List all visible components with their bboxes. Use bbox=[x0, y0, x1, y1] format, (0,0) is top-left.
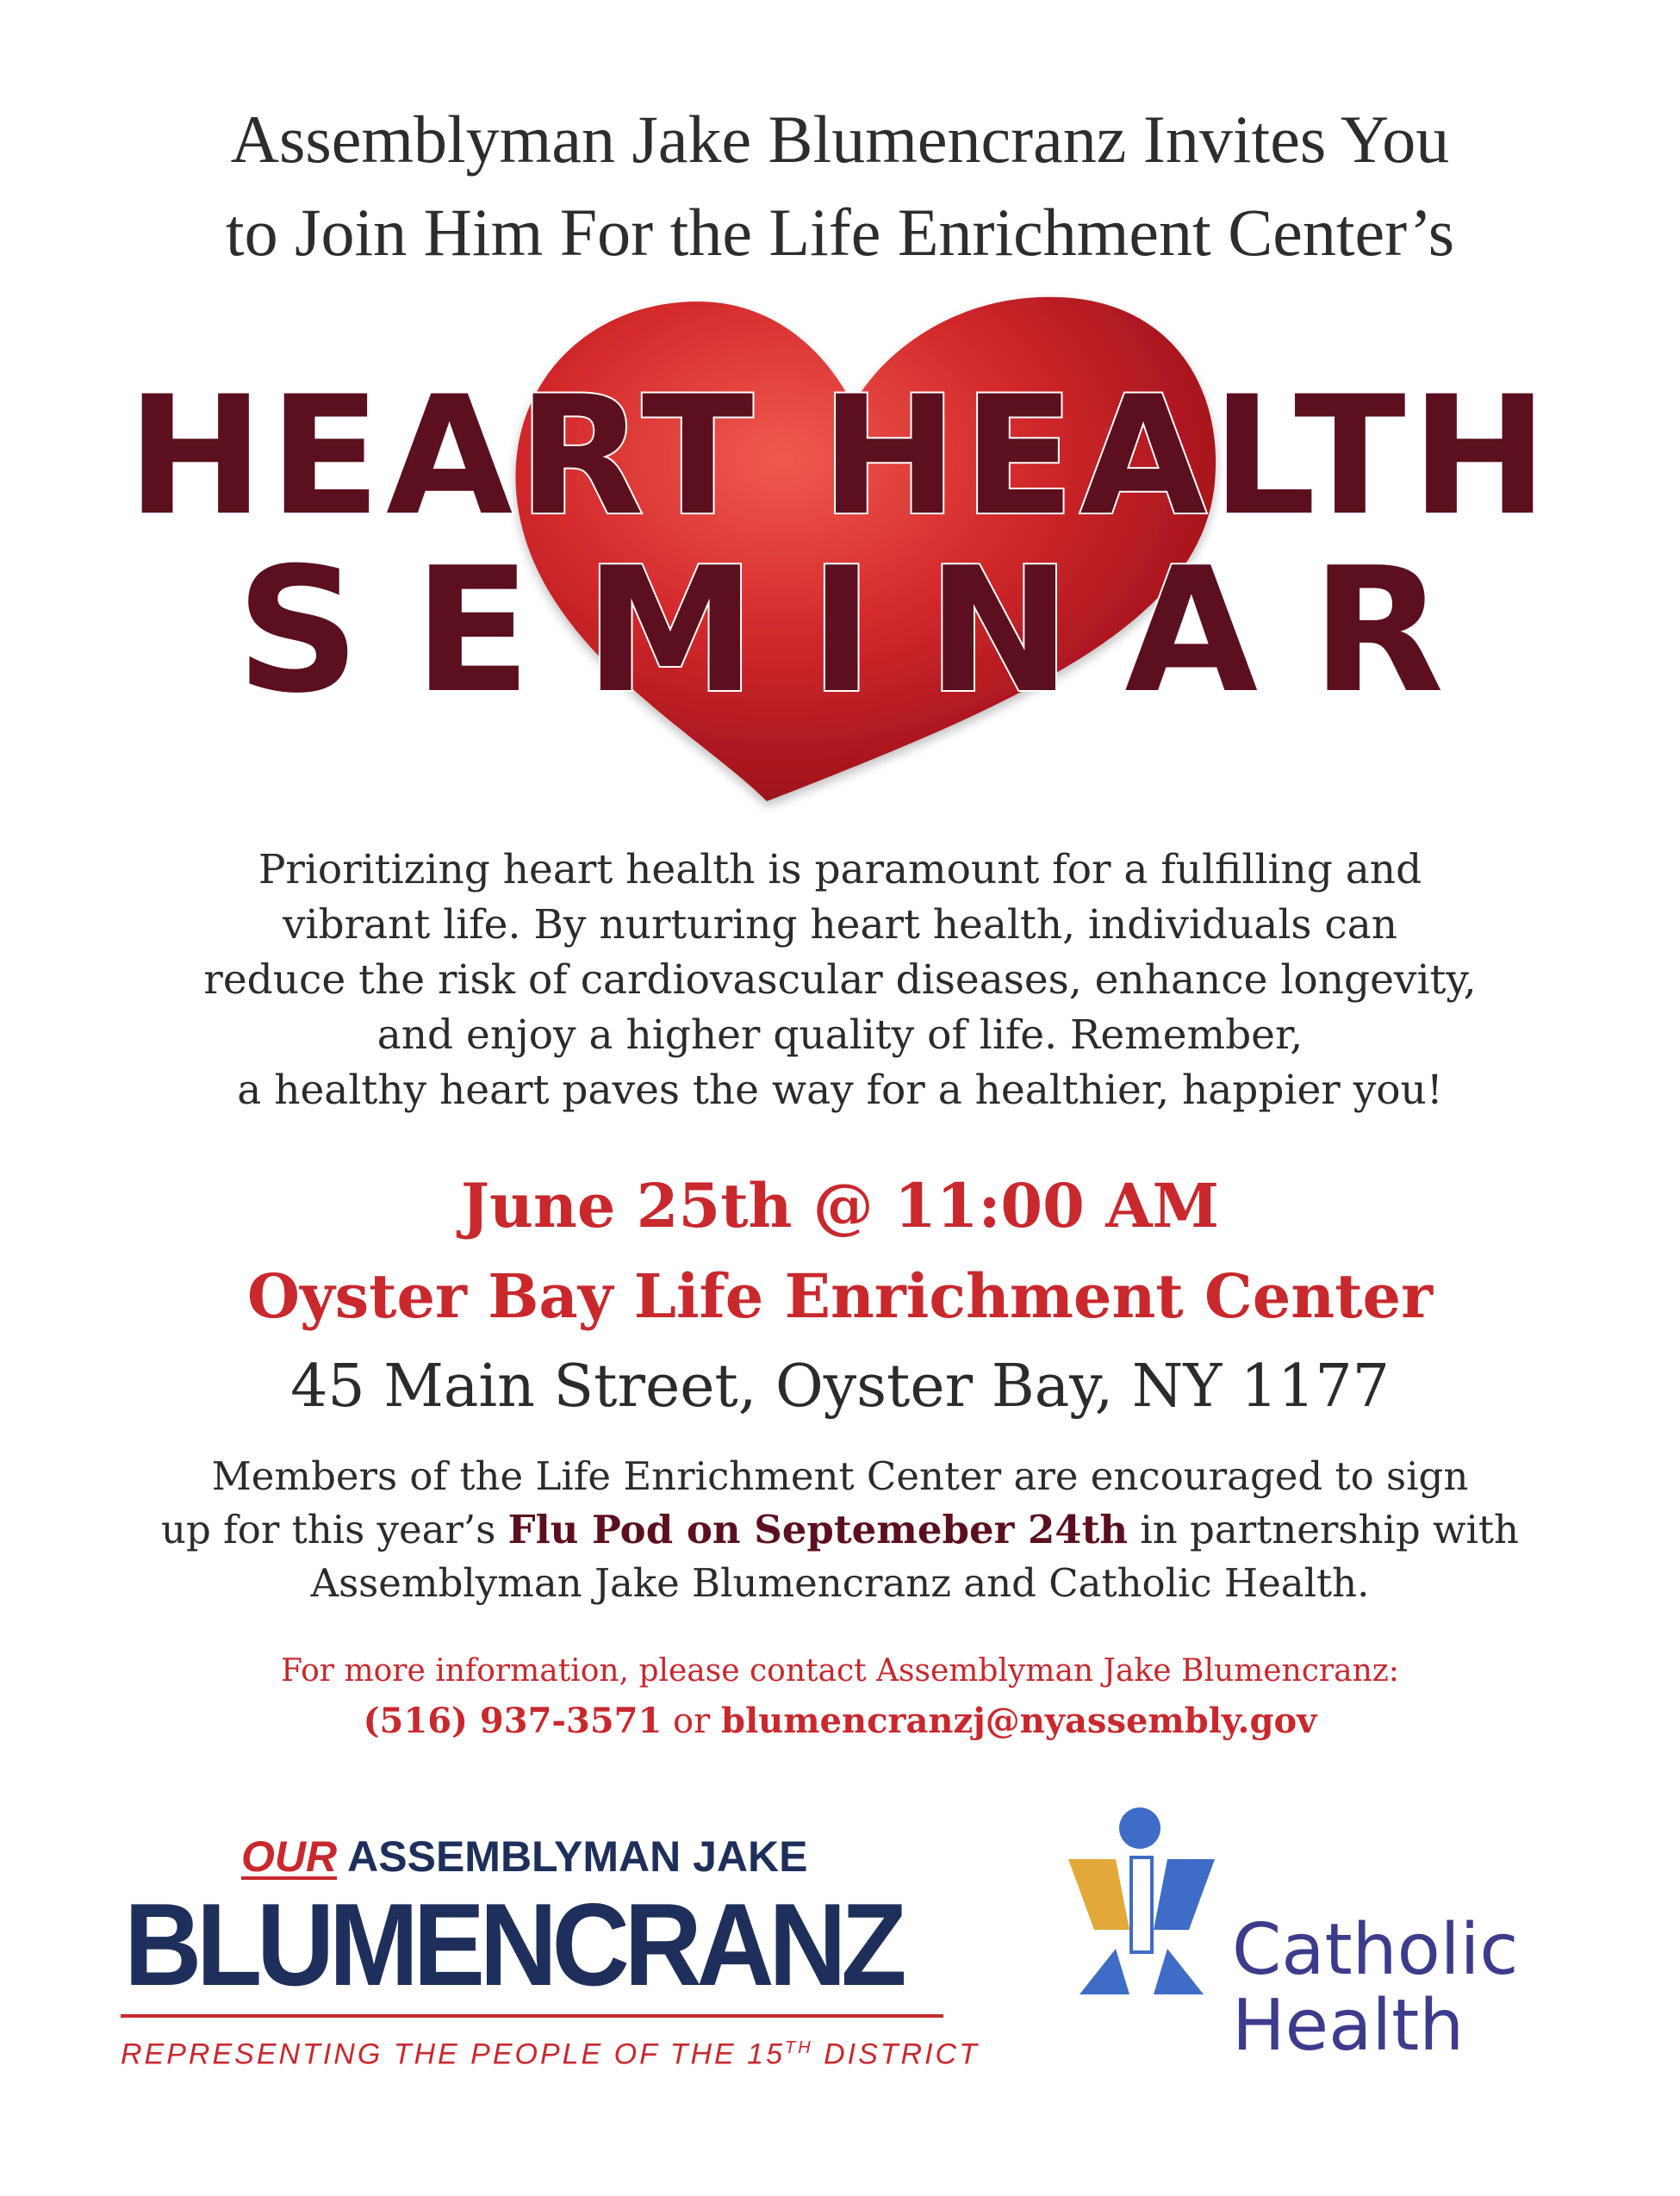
contact-or: or bbox=[662, 1701, 721, 1741]
catholic-health-line-1: Catholic bbox=[1232, 1909, 1519, 1991]
catholic-health-line-2: Health bbox=[1232, 1985, 1465, 2067]
members-line-1: Members of the Life Enrichment Center are encouraged to sign bbox=[211, 1453, 1469, 1499]
contact-phone[interactable]: (516) 937-3571 bbox=[363, 1701, 663, 1741]
description-line: Prioritizing heart health is paramount for a fulfilling and bbox=[258, 846, 1422, 893]
members-line-2-pre: up for this year’s bbox=[161, 1507, 508, 1552]
contact-details bbox=[0, 1695, 1680, 1747]
seminar-title-line-1: HEART HEALTH bbox=[127, 361, 1553, 551]
members-line-2-post: in partnership with bbox=[1128, 1507, 1519, 1552]
invitation-line-1: Assemblyman Jake Blumencranz Invites You bbox=[230, 102, 1450, 177]
contact-email-link[interactable]: blumencranzj@nyassembly.gov bbox=[720, 1701, 1317, 1741]
description-line: vibrant life. By nurturing heart health, individuals can bbox=[282, 901, 1398, 949]
description-line: and enjoy a higher quality of life. Remember, bbox=[376, 1011, 1304, 1059]
description-paragraph bbox=[0, 843, 1680, 1118]
catholic-health-logo bbox=[1064, 1801, 1581, 2085]
invitation-line-2: to Join Him For the Life Enrichment Center’s bbox=[225, 195, 1455, 270]
event-datetime: June 25th @ 11:00 AM bbox=[460, 1170, 1220, 1241]
contact-intro: For more information, please contact Assemblyman Jake Blumencranz: bbox=[281, 1653, 1399, 1689]
seminar-title-line-2: SEMINAR bbox=[235, 531, 1498, 731]
event-venue: Oyster Bay Life Enrichment Center bbox=[247, 1260, 1433, 1332]
description-line: a healthy heart paves the way for a healthier, happier you! bbox=[237, 1067, 1443, 1114]
logo-name: BLUMENCRANZ bbox=[124, 1879, 902, 2010]
invitation-header bbox=[0, 93, 1680, 279]
flu-pod-highlight: Flu Pod on Septemeber 24th bbox=[507, 1507, 1129, 1552]
members-info bbox=[0, 1450, 1680, 1610]
logo-title-line bbox=[241, 1826, 808, 1887]
logo-assemblyman: ASSEMBLYMAN JAKE bbox=[337, 1832, 808, 1881]
catholic-health-wordmark bbox=[1232, 1909, 1519, 2067]
logo-tagline bbox=[121, 2026, 980, 2075]
catholic-health-emblem-icon bbox=[1064, 1801, 1219, 1999]
members-line-2 bbox=[0, 1503, 1680, 1557]
logo-tagline-end: DISTRICT bbox=[812, 2037, 980, 2071]
blumencranz-logo bbox=[103, 1826, 980, 2085]
description-line: reduce the risk of cardiovascular diseases, enhance longevity, bbox=[203, 956, 1477, 1004]
logo-our: OUR bbox=[241, 1832, 338, 1881]
members-line-3: Assemblyman Jake Blumencranz and Catholic Health. bbox=[310, 1560, 1370, 1606]
logo-tagline-text: REPRESENTING THE PEOPLE OF THE 15 bbox=[121, 2037, 785, 2071]
logo-tagline-sup: TH bbox=[784, 2038, 813, 2057]
logo-divider bbox=[121, 2014, 943, 2018]
event-address: 45 Main Street, Oyster Bay, NY 1177 bbox=[290, 1353, 1390, 1421]
